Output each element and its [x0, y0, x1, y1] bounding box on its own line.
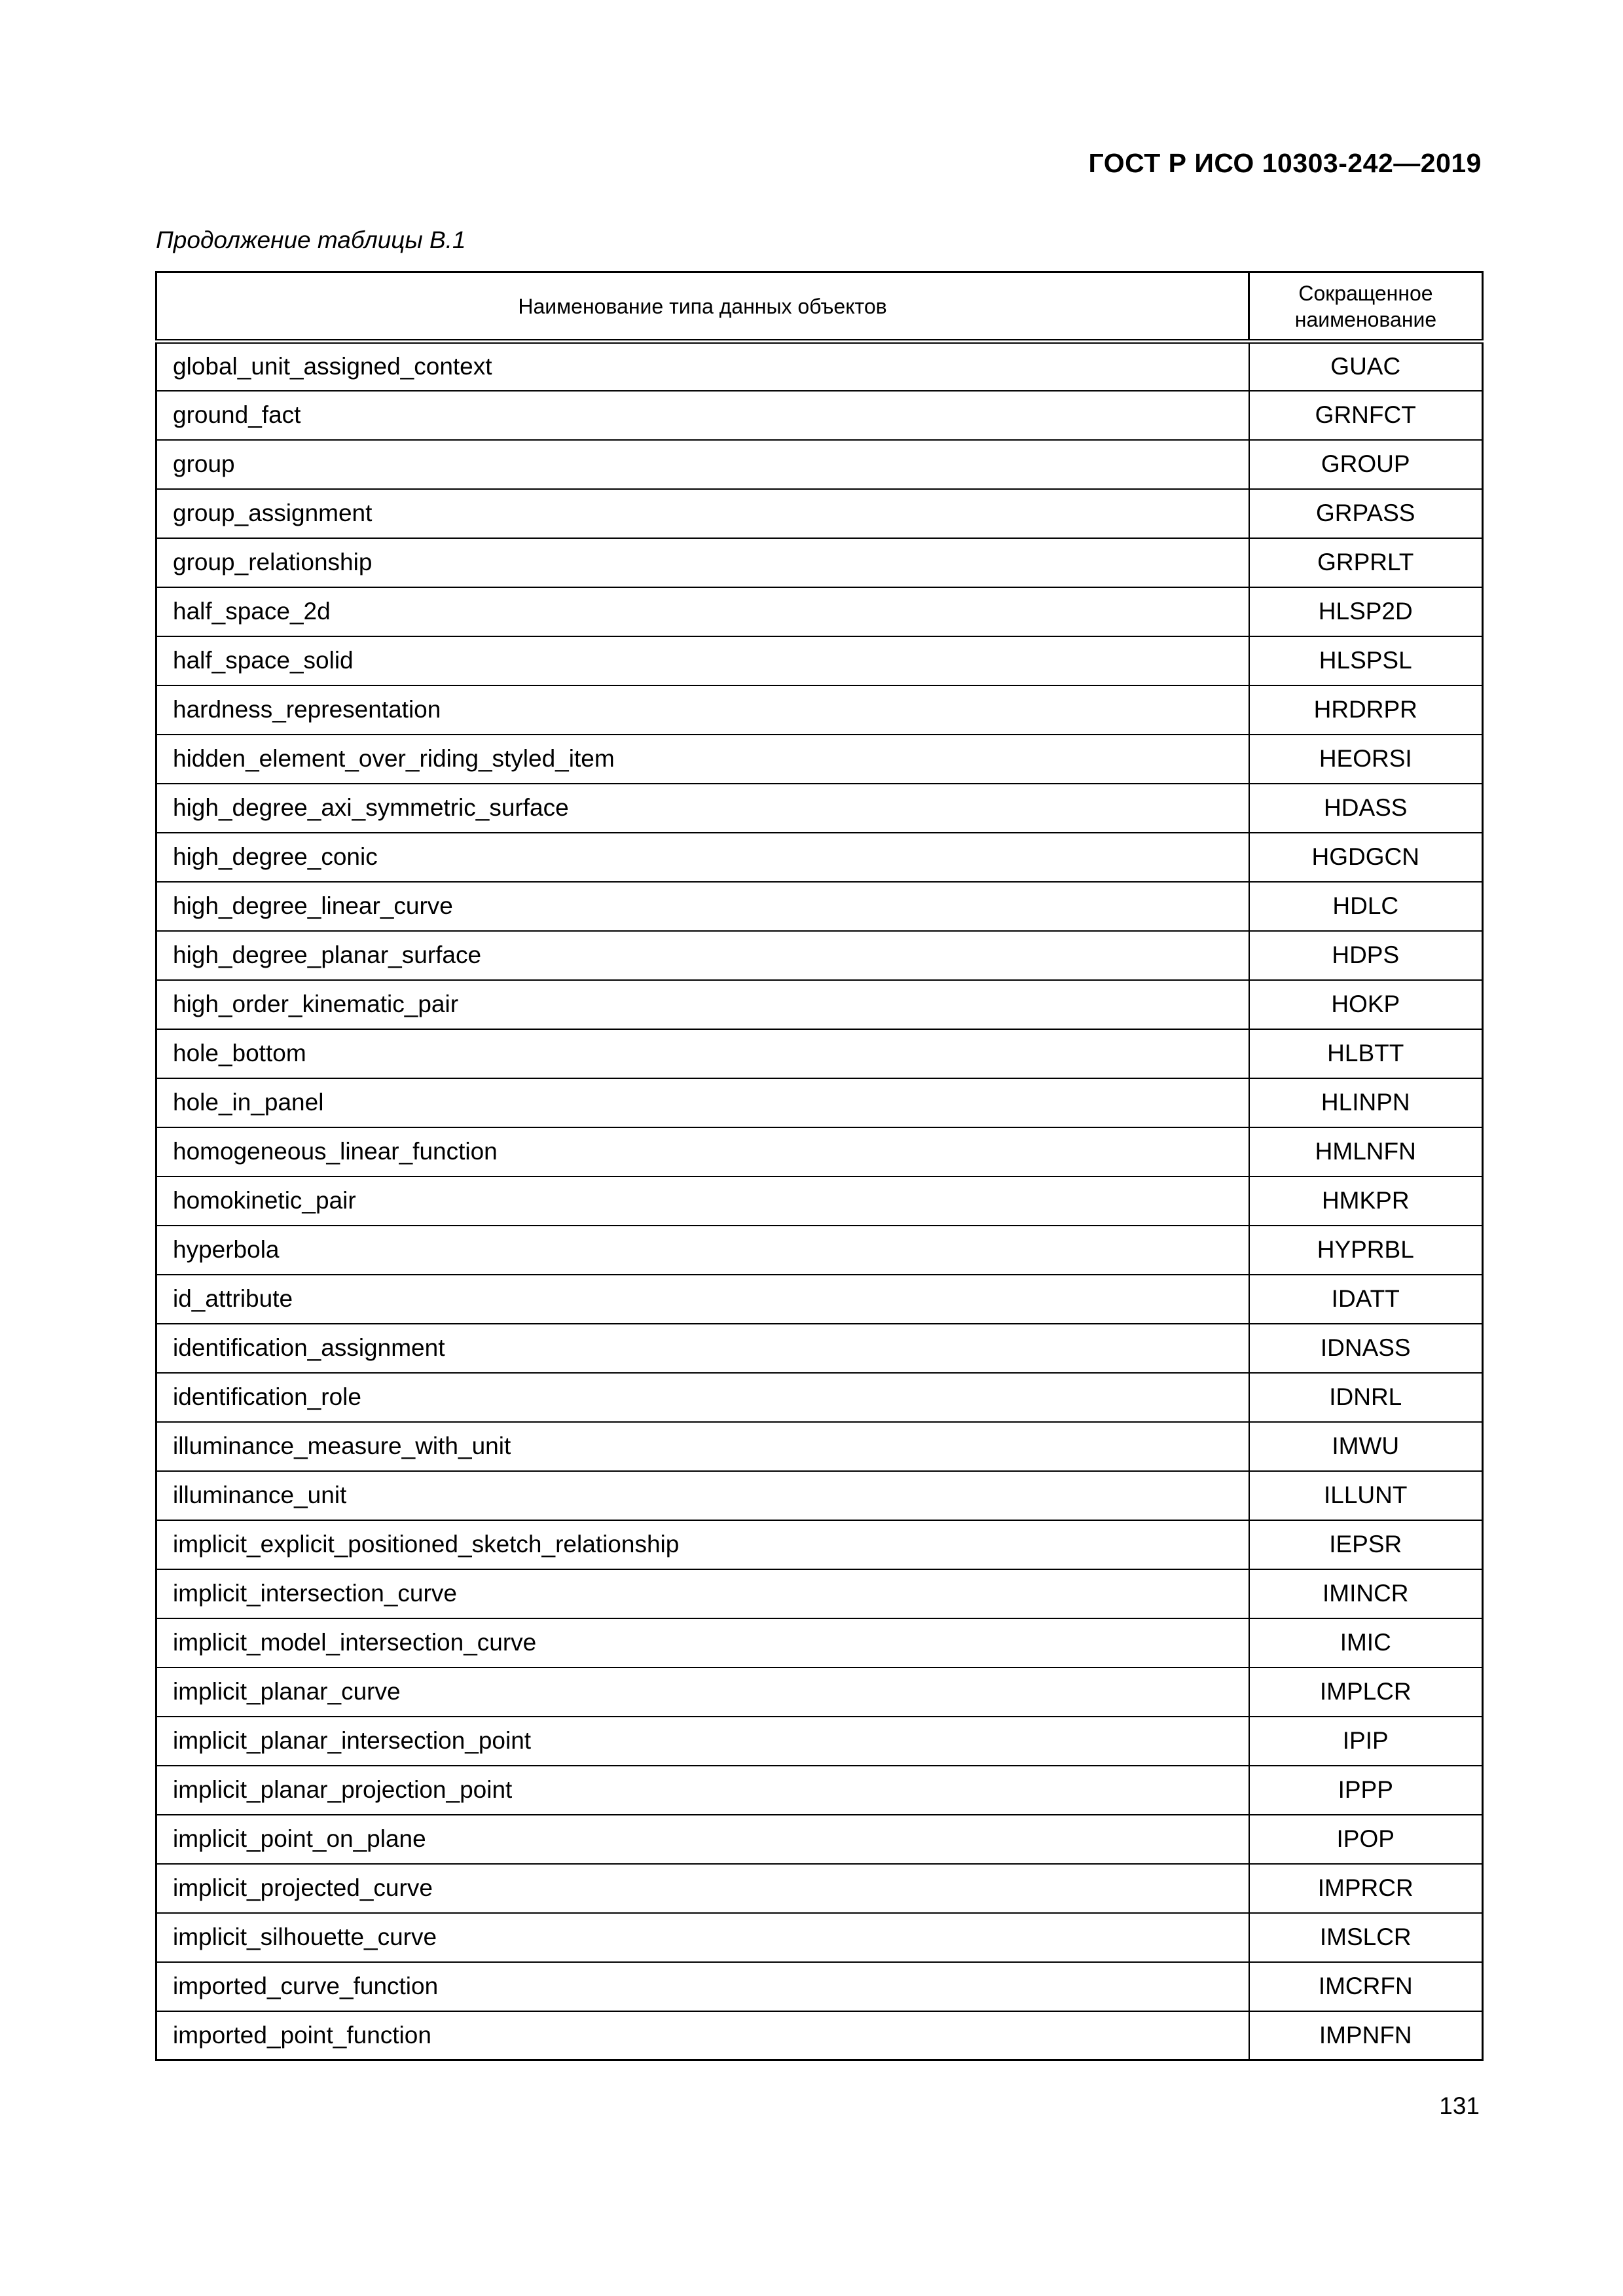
entity-name-cell: global_unit_assigned_context: [156, 342, 1249, 391]
abbreviation-cell: GRPRLT: [1249, 538, 1483, 587]
abbreviation-cell: IMWU: [1249, 1422, 1483, 1471]
table-row: [156, 2011, 1483, 2060]
abbreviation-cell: ILLUNT: [1249, 1471, 1483, 1520]
column-header-abbr-line2: наименование: [1294, 307, 1437, 331]
abbreviation-cell: HLSPSL: [1249, 636, 1483, 685]
entity-name-cell: hyperbola: [156, 1226, 1249, 1275]
entity-name-cell: identification_role: [156, 1373, 1249, 1422]
entity-name-cell: ground_fact: [156, 391, 1249, 440]
abbreviation-cell: IMPLCR: [1249, 1667, 1483, 1717]
table-row: [156, 735, 1483, 784]
abbreviation-cell: IMINCR: [1249, 1569, 1483, 1618]
entity-name-cell: high_degree_conic: [156, 833, 1249, 882]
entity-name-cell: half_space_2d: [156, 587, 1249, 636]
table-row: [156, 1962, 1483, 2011]
entity-name-cell: high_degree_axi_symmetric_surface: [156, 784, 1249, 833]
entity-name-cell: identification_assignment: [156, 1324, 1249, 1373]
abbreviation-cell: HGDGCN: [1249, 833, 1483, 882]
abbreviation-cell: HEORSI: [1249, 735, 1483, 784]
table-row: [156, 833, 1483, 882]
entity-name-cell: group: [156, 440, 1249, 489]
entity-name-cell: group_assignment: [156, 489, 1249, 538]
table-row: [156, 538, 1483, 587]
table-row: [156, 489, 1483, 538]
abbreviation-cell: IPPP: [1249, 1766, 1483, 1815]
abbreviation-cell: GROUP: [1249, 440, 1483, 489]
table-row: [156, 980, 1483, 1029]
table-row: [156, 1864, 1483, 1913]
entity-name-cell: homokinetic_pair: [156, 1176, 1249, 1226]
abbreviation-cell: HDPS: [1249, 931, 1483, 980]
abbreviation-cell: IMCRFN: [1249, 1962, 1483, 2011]
table-row: [156, 440, 1483, 489]
entity-name-cell: implicit_explicit_positioned_sketch_relationship: [156, 1520, 1249, 1569]
entity-name-cell: high_order_kinematic_pair: [156, 980, 1249, 1029]
abbreviation-cell: HOKP: [1249, 980, 1483, 1029]
table-row: [156, 1471, 1483, 1520]
abbreviation-cell: HLBTT: [1249, 1029, 1483, 1078]
table-row: [156, 1176, 1483, 1226]
table-row: [156, 1422, 1483, 1471]
table-row: [156, 587, 1483, 636]
entity-name-cell: imported_point_function: [156, 2011, 1249, 2060]
abbreviation-cell: IEPSR: [1249, 1520, 1483, 1569]
entity-name-cell: implicit_model_intersection_curve: [156, 1618, 1249, 1667]
entity-name-cell: implicit_planar_curve: [156, 1667, 1249, 1717]
abbreviation-cell: IPOP: [1249, 1815, 1483, 1864]
entity-name-cell: hidden_element_over_riding_styled_item: [156, 735, 1249, 784]
abbreviation-cell: GRNFCT: [1249, 391, 1483, 440]
page-number: 131: [1439, 2092, 1480, 2119]
abbreviation-cell: IMPNFN: [1249, 2011, 1483, 2060]
abbreviation-cell: IDNRL: [1249, 1373, 1483, 1422]
column-header-abbr: [1249, 272, 1483, 342]
entity-name-cell: id_attribute: [156, 1275, 1249, 1324]
abbreviation-cell: HMKPR: [1249, 1176, 1483, 1226]
table-row: [156, 1717, 1483, 1766]
abbreviation-cell: IMPRCR: [1249, 1864, 1483, 1913]
entity-name-cell: hole_in_panel: [156, 1078, 1249, 1127]
table-row: [156, 1324, 1483, 1373]
table-row: [156, 685, 1483, 735]
abbreviation-cell: GRPASS: [1249, 489, 1483, 538]
table-row: [156, 1913, 1483, 1962]
entity-name-cell: implicit_intersection_curve: [156, 1569, 1249, 1618]
entity-name-cell: illuminance_unit: [156, 1471, 1249, 1520]
table-body: [156, 342, 1483, 2060]
entity-name-cell: implicit_point_on_plane: [156, 1815, 1249, 1864]
table-row: [156, 1520, 1483, 1569]
abbreviation-cell: HMLNFN: [1249, 1127, 1483, 1176]
table-row: [156, 1226, 1483, 1275]
table-row: [156, 1569, 1483, 1618]
abbreviation-cell: IPIP: [1249, 1717, 1483, 1766]
abbreviation-cell: HLSP2D: [1249, 587, 1483, 636]
table-row: [156, 784, 1483, 833]
table-row: [156, 342, 1483, 391]
table-row: [156, 391, 1483, 440]
entity-name-cell: implicit_silhouette_curve: [156, 1913, 1249, 1962]
entity-abbreviation-table: [155, 271, 1484, 2061]
table-header-row: [156, 272, 1483, 342]
entity-name-cell: implicit_planar_intersection_point: [156, 1717, 1249, 1766]
table-row: [156, 1127, 1483, 1176]
entity-name-cell: implicit_planar_projection_point: [156, 1766, 1249, 1815]
abbreviation-cell: IDNASS: [1249, 1324, 1483, 1373]
abbreviation-cell: HLINPN: [1249, 1078, 1483, 1127]
entity-name-cell: half_space_solid: [156, 636, 1249, 685]
abbreviation-cell: HDASS: [1249, 784, 1483, 833]
table-row: [156, 1029, 1483, 1078]
abbreviation-cell: HDLC: [1249, 882, 1483, 931]
entity-name-cell: hole_bottom: [156, 1029, 1249, 1078]
table-row: [156, 1078, 1483, 1127]
entity-name-cell: group_relationship: [156, 538, 1249, 587]
table-row: [156, 1667, 1483, 1717]
abbreviation-cell: IMIC: [1249, 1618, 1483, 1667]
abbreviation-cell: HRDRPR: [1249, 685, 1483, 735]
table-row: [156, 636, 1483, 685]
entity-name-cell: homogeneous_linear_function: [156, 1127, 1249, 1176]
table-row: [156, 882, 1483, 931]
table-row: [156, 1815, 1483, 1864]
table-row: [156, 931, 1483, 980]
table-row: [156, 1766, 1483, 1815]
column-header-name: Наименование типа данных объектов: [156, 272, 1249, 342]
abbreviation-cell: IDATT: [1249, 1275, 1483, 1324]
abbreviation-cell: HYPRBL: [1249, 1226, 1483, 1275]
table-row: [156, 1373, 1483, 1422]
abbreviation-cell: IMSLCR: [1249, 1913, 1483, 1962]
abbreviation-cell: GUAC: [1249, 342, 1483, 391]
column-header-abbr-line1: Сокращенное: [1298, 281, 1433, 305]
table-caption: Продолжение таблицы В.1: [156, 227, 466, 253]
table-row: [156, 1275, 1483, 1324]
entity-name-cell: illuminance_measure_with_unit: [156, 1422, 1249, 1471]
entity-name-cell: imported_curve_function: [156, 1962, 1249, 2011]
entity-name-cell: implicit_projected_curve: [156, 1864, 1249, 1913]
entity-name-cell: high_degree_planar_surface: [156, 931, 1249, 980]
document-header: ГОСТ Р ИСО 10303-242—2019: [1088, 148, 1482, 178]
entity-name-cell: hardness_representation: [156, 685, 1249, 735]
table-row: [156, 1618, 1483, 1667]
entity-name-cell: high_degree_linear_curve: [156, 882, 1249, 931]
